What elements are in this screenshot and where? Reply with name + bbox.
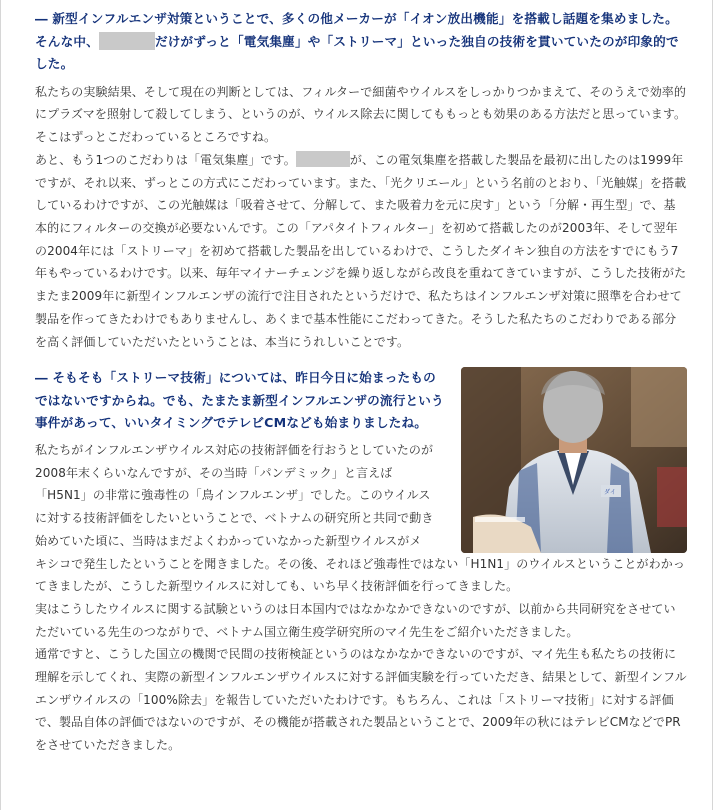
interview-question-1 xyxy=(35,8,687,76)
answer-1-text-a: あと、もう1つのこだわりは「電気集塵」です。 xyxy=(35,152,296,167)
question-1-text-b: だけがずっと「電気集塵」や「ストリーマ」といった独自の技術を貫いていたのが印象的でした。 xyxy=(35,33,679,72)
interview-question-2: ― そもそも「ストリーマ技術」については、昨日今日に始まったものではないですからね。でも、たまたま新型インフルエンザの流行という事件があって、いいタイミングでテレビCMなども始まりましたね。 xyxy=(35,370,444,431)
interview-answer-1-paragraph-2 xyxy=(35,149,687,353)
article-body xyxy=(35,8,687,757)
interview-answer-2-paragraph-3: 通常ですと、こうした国立の機関で民間の技術検証というのはなかなかできないのですが、マイ先生も私たちの技術に理解を示してくれ、実際の新型インフルエンザウイルスに対する評価実験を行っていただき、結果として、新型インフルエンザウイルスの「100%除去」を報告していただいたわけです。もちろん、これは「ストリーマ技術」に対する評価で、製品自体の評価ではないのですが、その機能が搭載された製品ということで、2009年の秋にはテレビCMなどでPRをさせていただきました。 xyxy=(35,647,687,753)
interviewee-photo xyxy=(461,367,687,553)
svg-text:ダイ: ダイ xyxy=(604,489,616,497)
interview-answer-2-paragraph-2: 実はこうしたウイルスに関する試験というのは日本国内ではなかなかできないのですが、以前から共同研究をさせていただいている先生のつながりで、ベトナム国立衛生疫学研究所のマイ先生をご紹介いただきました。 xyxy=(35,601,676,639)
interviewee-photo-illustration xyxy=(461,367,687,553)
interview-section-2 xyxy=(35,367,687,552)
question-1-text-a: ― 新型インフルエンザ対策ということで、多くの他メーカーが「イオン放出機能」を搭載し話題を集めました。そんな中、 xyxy=(35,11,678,49)
redacted-company-name xyxy=(99,32,155,50)
answer-1-text-b: が、この電気集塵を搭載した製品を最初に出したのは1999年ですが、それ以来、ずっとこの方式にこだわっています。また、「光クリエール」という名前のとおり、「光触媒」を搭載しているわけですが、この光触媒は「吸着させて、分解して、また吸着力を元に戻す」という「分解・再生型」で、基本的にフィルターの交換が必要ないんです。この「アパタイトフィルター」を初めて搭載したのが2003年、そして翌年の2004年には「ストリーマ」を初めて搭載した製品を出しているわけで、こうしたダイキン独自の方法をすでにもう7年もやっているわけです。以来、毎年マイナーチェンジを繰り返しながら改良を重ねてきていますが、こうした技術がたまたま2009年に新型インフルエンザの流行で注目されたというだけで、私たちはインフルエンザ対策に照準を合わせて製品を作ってきたわけでもありませんし、あくまで基本性能にこだわってきた。そうした私たちのこだわりである部分を高く評価していただいたということは、本当にうれしいことです。 xyxy=(35,152,687,349)
interview-answer-2-paragraph-1-top: 私たちがインフルエンザウイルス対応の技術評価を行おうとしていたのが2008年末くらいなんですが、その当時「パンデミック」と言えば「H5N1」の非常に強毒性の「鳥インフルエンザ」でした。このウイルスに対する技術評価をしたいということで、ベトナムの研究所と共同で動き始めていた頃に、当時はまだよくわかっていなかった新型ウイルスがメ xyxy=(35,443,434,548)
interview-answer-2-paragraph-1-continued: キシコで発生したということを聞きました。その後、それほど強毒性ではない「H1N1」のウイルスということがわかってきましたが、こうした新型ウイルスに対しても、いち早く技術評価を行ってきました。 xyxy=(35,556,685,594)
redacted-company-name-2 xyxy=(296,151,350,167)
interview-answer-1-paragraph-1: 私たちの実験結果、そして現在の判断としては、フィルターで細菌やウイルスをしっかりつかまえて、そのうえで効率的にプラズマを照射して殺してしまう、というのが、ウイルス除去に関してももっとも効果のある方法だと思っています。そこはずっとこだわっているところですね。 xyxy=(35,84,687,145)
